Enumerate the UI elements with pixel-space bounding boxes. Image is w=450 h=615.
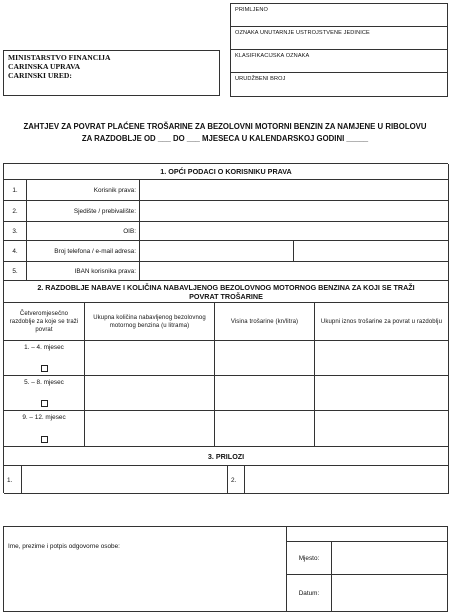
form-title xyxy=(0,121,450,145)
ministry-box xyxy=(3,50,220,96)
period-3-rate-field[interactable] xyxy=(215,411,315,447)
col-header-total-amount: Ukupni iznos trošarine za povrat u razdoblju xyxy=(315,303,449,341)
section2-heading xyxy=(4,281,449,303)
section2-heading-line2: POVRAT TROŠARINE xyxy=(189,291,263,301)
received-label: PRIMLJENO xyxy=(235,7,268,13)
row4-number: 4. xyxy=(4,241,27,262)
col-header-quantity: Ukupna količina nabavljenog bezolovnog motornog benzina (u litrama) xyxy=(85,303,215,341)
section2-heading-line1: 2. RAZDOBLJE NABAVE I KOLIČINA NABAVLJENOG BEZOLOVNOG MOTORNOG BENZINA ZA KOJI SE TRAŽI xyxy=(37,282,415,292)
row3-label: OIB: xyxy=(27,222,140,241)
attachment-1-number: 1. xyxy=(7,477,13,484)
period-2-quantity-field[interactable] xyxy=(85,376,215,411)
period-1-rate-field[interactable] xyxy=(215,341,315,376)
period-row-3-label xyxy=(4,411,85,447)
period-2-rate-field[interactable] xyxy=(215,376,315,411)
period-1-checkbox[interactable] xyxy=(41,365,48,372)
customs-office-label: CARINSKI URED: xyxy=(8,71,72,80)
classification-label: KLASIFIKACIJSKA OZNAKA xyxy=(235,53,310,59)
customs-administration: CARINSKA UPRAVA xyxy=(8,62,81,71)
row4-label: Broj telefona / e-mail adresa: xyxy=(27,241,140,262)
period-3-checkbox[interactable] xyxy=(41,436,48,443)
main-form xyxy=(3,163,448,493)
beneficiary-name-field[interactable] xyxy=(140,180,449,201)
row2-label: Sjedište / prebivalište: xyxy=(27,201,140,222)
iban-field[interactable] xyxy=(140,262,449,281)
email-field[interactable] xyxy=(294,241,449,262)
row5-label: IBAN korisnika prava: xyxy=(27,262,140,281)
signature-label: Ime, prezime i potpis odgovorne osobe: xyxy=(8,543,120,550)
row2-number: 2. xyxy=(4,201,27,222)
date-field[interactable] xyxy=(332,575,447,611)
place-row xyxy=(287,541,447,575)
unit-code-field[interactable] xyxy=(231,27,447,50)
attachment-1-field[interactable] xyxy=(22,466,228,494)
signature-field[interactable] xyxy=(4,527,287,611)
classification-field[interactable] xyxy=(231,50,447,73)
row3-number: 3. xyxy=(4,222,27,241)
row1-number: 1. xyxy=(4,180,27,201)
section1-heading: 1. OPĆI PODACI O KORISNIKU PRAVA xyxy=(4,164,449,180)
title-line-2: ZA RAZDOBLJE OD ___ DO ___ MJESECA U KALENDARSKOJ GODINI _____ xyxy=(81,134,369,143)
col-header-excise-rate: Visina trošarine (kn/litra) xyxy=(215,303,315,341)
unit-code-label: OZNAKA UNUTARNJE USTROJSTVENE JEDINICE xyxy=(235,30,370,36)
period-3-quantity-field[interactable] xyxy=(85,411,215,447)
row1-label: Korisnik prava: xyxy=(27,180,140,201)
oib-field[interactable] xyxy=(140,222,449,241)
period-1-amount-field[interactable] xyxy=(315,341,449,376)
date-row xyxy=(287,575,447,611)
office-use-box xyxy=(230,3,448,97)
place-label: Mjesto: xyxy=(287,542,332,574)
place-field[interactable] xyxy=(332,542,447,574)
attachment-2-field[interactable] xyxy=(245,466,449,494)
period-row-2-label xyxy=(4,376,85,411)
period-1-quantity-field[interactable] xyxy=(85,341,215,376)
period-1-text: 1. – 4. mjesec xyxy=(24,344,64,351)
section3-heading: 3. PRILOZI xyxy=(4,447,449,466)
period-row-1-label xyxy=(4,341,85,376)
col-header-period: Četveromjesečno razdoblje za koje se traži povrat xyxy=(4,303,85,341)
row5-number: 5. xyxy=(4,262,27,281)
period-2-checkbox[interactable] xyxy=(41,400,48,407)
ministry-name: MINISTARSTVO FINANCIJA xyxy=(8,53,111,62)
seat-residence-field[interactable] xyxy=(140,201,449,222)
period-2-amount-field[interactable] xyxy=(315,376,449,411)
title-line-1: ZAHTJEV ZA POVRAT PLAĆENE TROŠARINE ZA BEZOLOVNI MOTORNI BENZIN ZA NAMJENE U RIBOLOVU xyxy=(23,122,427,131)
phone-field[interactable] xyxy=(140,241,294,262)
registry-number-label: URUDŽBENI BROJ xyxy=(235,76,286,82)
period-3-text: 9. – 12. mjesec xyxy=(22,414,66,421)
period-2-text: 5. – 8. mjesec xyxy=(24,379,64,386)
date-label: Datum: xyxy=(287,575,332,611)
period-3-amount-field[interactable] xyxy=(315,411,449,447)
registry-number-field[interactable] xyxy=(231,73,447,96)
received-field[interactable] xyxy=(231,4,447,27)
signature-block xyxy=(3,526,448,612)
attachment-2-number: 2. xyxy=(231,477,237,484)
